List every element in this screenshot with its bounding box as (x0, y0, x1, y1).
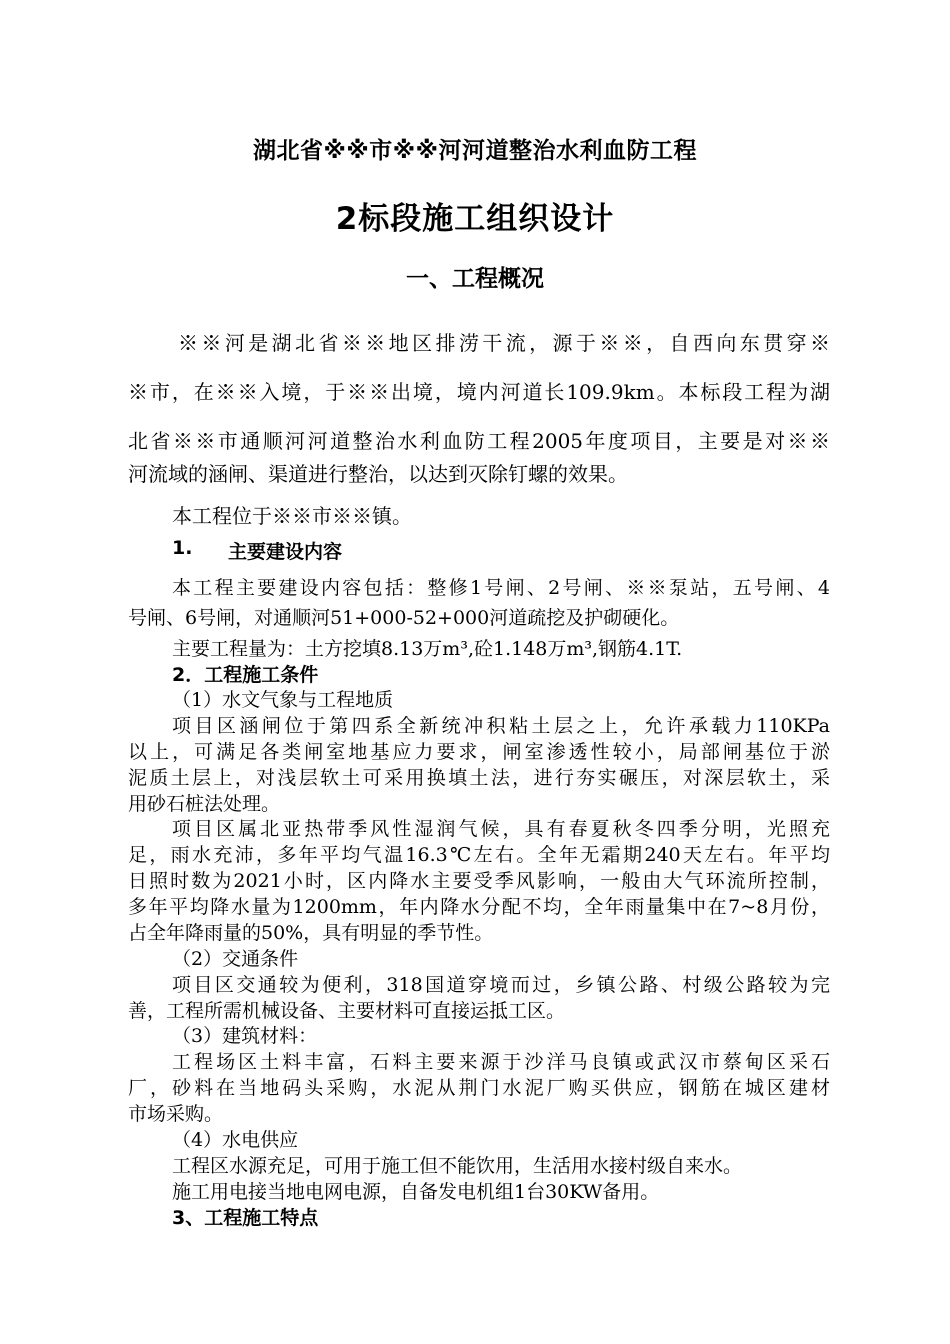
section-heading-overview: 一、工程概况 (406, 266, 544, 292)
document-title: 湖北省※※市※※河河道整治水利血防工程 (253, 138, 697, 164)
paragraph-line: 多年平均降水量为1200mm，年内降水分配不均，全年雨量集中在7~8月份， (128, 896, 830, 918)
paragraph-line: 号闸、6号闸，对通顺河51+000-52+000河道疏挖及护砌硬化。 (128, 607, 680, 629)
paragraph-line: 工程场区土料丰富，石料主要来源于沙洋马良镇或武汉市蔡甸区采石 (172, 1051, 830, 1073)
subsection-heading: 主要建设内容 (228, 541, 343, 563)
paragraph-line: ※※河是湖北省※※地区排涝干流，源于※※，自西向东贯穿※ (178, 331, 830, 355)
paragraph-line: 市场采购。 (128, 1103, 224, 1125)
paragraph-line: 项目区属北亚热带季风性湿润气候，具有春夏秋冬四季分明，光照充 (172, 818, 830, 840)
condition-heading: （4）水电供应 (172, 1129, 299, 1151)
paragraph-line: 本工程主要建设内容包括：整修1号闸、2号闸、※※泵站，五号闸、4 (172, 577, 830, 599)
paragraph-line: 占全年降雨量的50%，具有明显的季节性。 (128, 922, 494, 944)
condition-heading: （2）交通条件 (172, 948, 299, 970)
paragraph-line: ※市，在※※入境，于※※出境，境内河道长109.9km。本标段工程为湖 (128, 380, 830, 404)
location-line: 本工程位于※※市※※镇。 (172, 504, 412, 528)
paragraph-line: 项目区交通较为便利，318国道穿境而过，乡镇公路、村级公路较为完 (172, 974, 830, 996)
paragraph-line: 厂，砂料在当地码头采购，水泥从荆门水泥厂购买供应，钢筋在城区建材 (128, 1077, 830, 1099)
paragraph-line: 工程区水源充足，可用于施工但不能饮用，生活用水接村级自来水。 (172, 1155, 743, 1177)
paragraph-line: 足，雨水充沛，多年平均气温16.3℃左右。全年无霜期240天左右。年平均 (128, 844, 830, 866)
condition-heading: （3）建筑材料： (172, 1025, 318, 1047)
paragraph-line: 项目区涵闸位于第四系全新统冲积粘土层之上，允许承载力110KPa (172, 715, 830, 737)
paragraph-line: 施工用电接当地电网电源，自备发电机组1台30KW备用。 (172, 1181, 660, 1203)
paragraph-line: 善，工程所需机械设备、主要材料可直接运抵工区。 (128, 1000, 566, 1022)
subsection-heading: 2．工程施工条件 (172, 664, 319, 686)
paragraph-line: 日照时数为2021小时，区内降水主要受季风影响，一般由大气环流所控制， (128, 870, 830, 892)
subsection-number: 1. (172, 537, 193, 559)
subsection-heading: 3、工程施工特点 (172, 1207, 319, 1229)
paragraph-line: 河流域的涵闸、渠道进行整治，以达到灭除钉螺的效果。 (128, 462, 628, 486)
document-subtitle: 2标段施工组织设计 (335, 201, 615, 237)
paragraph-line: 泥质土层上，对浅层软土可采用换填土法，进行夯实碾压，对深层软土，采 (128, 767, 830, 789)
quantity-line: 主要工程量为：土方挖填8.13万m³,砼1.148万m³,钢筋4.1T. (172, 638, 683, 660)
paragraph-line: 以上，可满足各类闸室地基应力要求，闸室渗透性较小，局部闸基位于淤 (128, 741, 830, 763)
condition-heading: （1）水文气象与工程地质 (172, 689, 394, 711)
paragraph-line: 用砂石桩法处理。 (128, 793, 281, 815)
paragraph-line: 北省※※市通顺河河道整治水利血防工程2005年度项目，主要是对※※ (128, 429, 830, 453)
